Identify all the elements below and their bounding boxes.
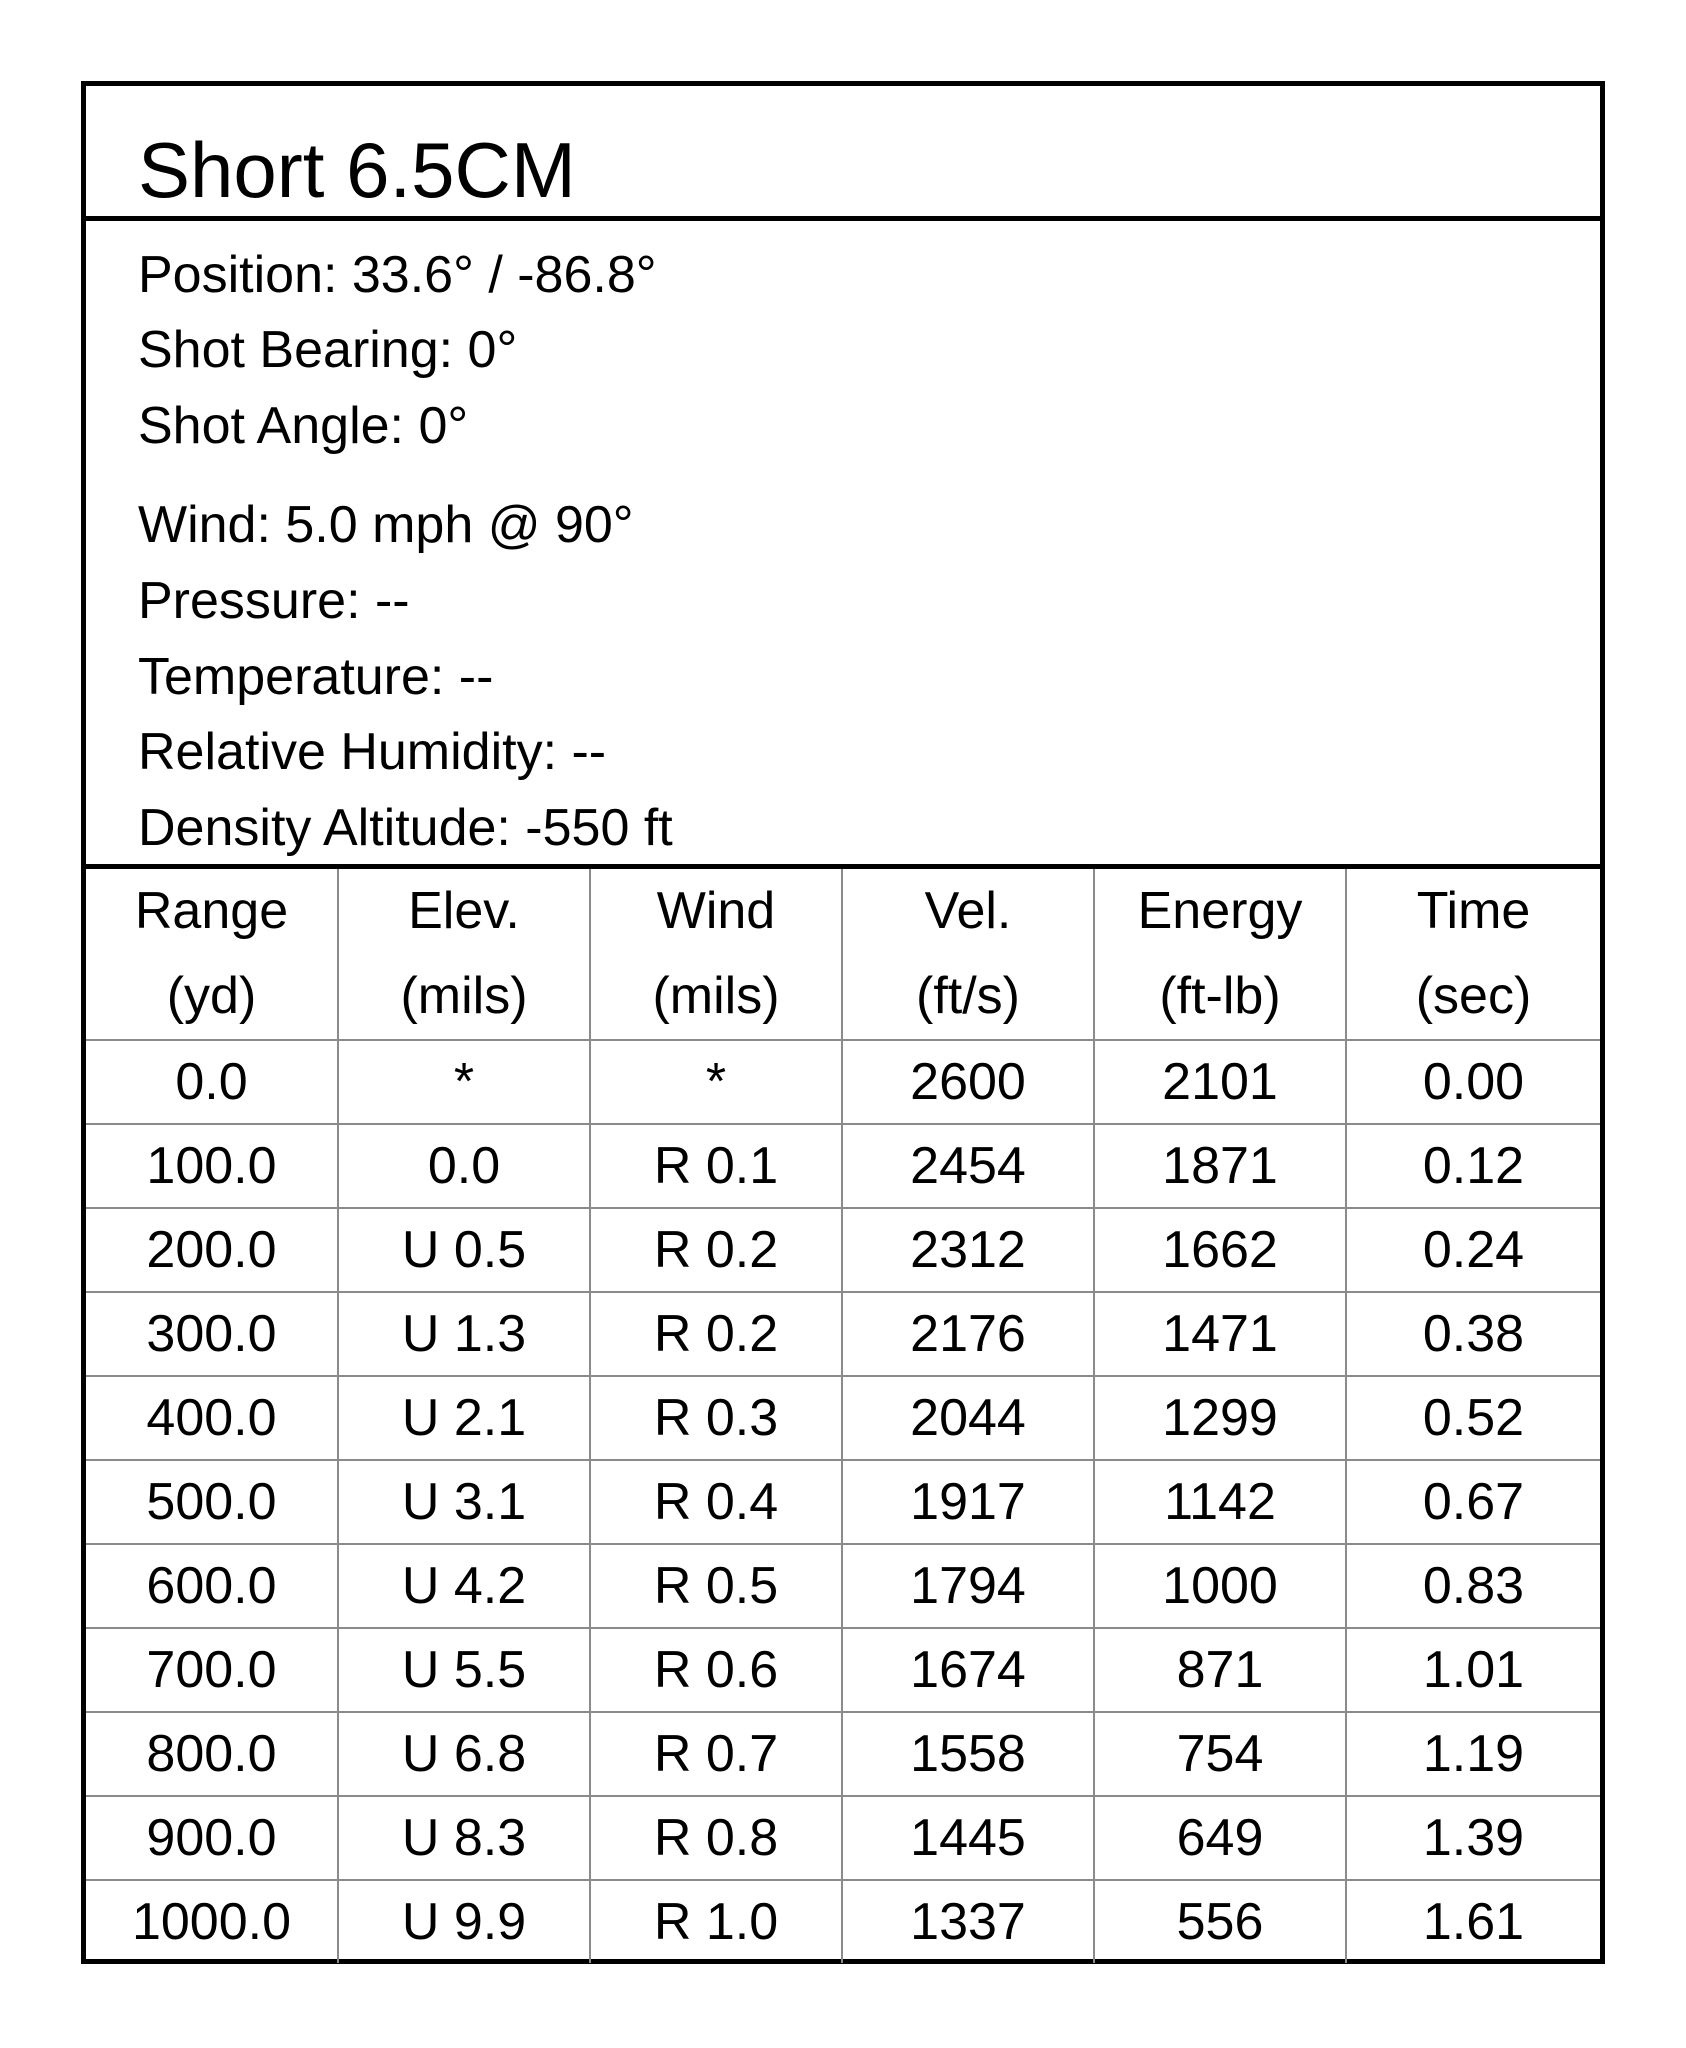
shot-angle-line: Shot Angle: 0° (138, 397, 469, 455)
wind-cell: R 0.2 (590, 1292, 842, 1376)
energy-cell: 754 (1094, 1712, 1346, 1796)
header-velocity-label: Vel. (924, 882, 1012, 940)
elevation-cell: 0.0 (338, 1124, 590, 1208)
table-body (86, 1040, 1600, 1963)
energy-cell: 1871 (1094, 1124, 1346, 1208)
time-cell: 0.52 (1346, 1376, 1600, 1460)
dope-card (81, 81, 1605, 1964)
table-row (86, 1460, 1600, 1544)
wind-cell: R 0.8 (590, 1796, 842, 1880)
table-row (86, 1376, 1600, 1460)
wind-cell: R 0.3 (590, 1376, 842, 1460)
shot-bearing-line: Shot Bearing: 0° (138, 321, 518, 379)
range-cell: 500.0 (86, 1460, 338, 1544)
header-velocity-unit: (ft/s) (916, 967, 1020, 1025)
elevation-cell: U 1.3 (338, 1292, 590, 1376)
energy-cell: 2101 (1094, 1040, 1346, 1124)
range-cell: 300.0 (86, 1292, 338, 1376)
range-cell: 200.0 (86, 1208, 338, 1292)
table-header-row (86, 869, 1600, 1040)
wind-line: Wind: 5.0 mph @ 90° (138, 496, 634, 554)
energy-cell: 1662 (1094, 1208, 1346, 1292)
header-time-label: Time (1416, 882, 1531, 940)
elevation-cell: U 0.5 (338, 1208, 590, 1292)
velocity-cell: 1794 (842, 1544, 1094, 1628)
velocity-cell: 1917 (842, 1460, 1094, 1544)
density-altitude-line: Density Altitude: -550 ft (138, 799, 673, 857)
header-wind-unit: (mils) (652, 967, 780, 1025)
ballistic-table-area (86, 869, 1600, 1959)
header-energy-label: Energy (1137, 882, 1303, 940)
header-time-unit: (sec) (1415, 967, 1532, 1025)
header-time (1346, 869, 1600, 1040)
energy-cell: 1000 (1094, 1544, 1346, 1628)
table-row (86, 1208, 1600, 1292)
pressure-line: Pressure: -- (138, 572, 410, 630)
header-velocity (842, 869, 1094, 1040)
velocity-cell: 1558 (842, 1712, 1094, 1796)
wind-cell: R 0.2 (590, 1208, 842, 1292)
velocity-cell: 1337 (842, 1880, 1094, 1963)
time-cell: 1.19 (1346, 1712, 1600, 1796)
range-cell: 400.0 (86, 1376, 338, 1460)
time-cell: 0.67 (1346, 1460, 1600, 1544)
range-cell: 1000.0 (86, 1880, 338, 1963)
table-row (86, 1880, 1600, 1963)
wind-cell: R 0.6 (590, 1628, 842, 1712)
header-range-unit: (yd) (166, 967, 257, 1025)
table-row (86, 1712, 1600, 1796)
velocity-cell: 2176 (842, 1292, 1094, 1376)
header-elevation (338, 869, 590, 1040)
time-cell: 1.01 (1346, 1628, 1600, 1712)
elevation-cell: U 9.9 (338, 1880, 590, 1963)
header-energy (1094, 869, 1346, 1040)
card-title: Short 6.5CM (138, 126, 576, 214)
energy-cell: 1471 (1094, 1292, 1346, 1376)
velocity-cell: 2600 (842, 1040, 1094, 1124)
wind-cell: R 0.5 (590, 1544, 842, 1628)
header-elevation-label: Elev. (408, 882, 520, 940)
time-cell: 0.38 (1346, 1292, 1600, 1376)
energy-cell: 1142 (1094, 1460, 1346, 1544)
range-cell: 800.0 (86, 1712, 338, 1796)
elevation-cell: U 2.1 (338, 1376, 590, 1460)
range-cell: 700.0 (86, 1628, 338, 1712)
table-row (86, 1628, 1600, 1712)
header-range (86, 869, 338, 1040)
time-cell: 0.83 (1346, 1544, 1600, 1628)
title-section (86, 86, 1600, 221)
wind-cell: * (590, 1040, 842, 1124)
energy-cell: 649 (1094, 1796, 1346, 1880)
table-row (86, 1124, 1600, 1208)
velocity-cell: 1445 (842, 1796, 1094, 1880)
header-elevation-unit: (mils) (400, 967, 528, 1025)
header-energy-unit: (ft-lb) (1159, 967, 1281, 1025)
wind-cell: R 1.0 (590, 1880, 842, 1963)
velocity-cell: 1674 (842, 1628, 1094, 1712)
range-cell: 600.0 (86, 1544, 338, 1628)
table-row (86, 1292, 1600, 1376)
table-row (86, 1544, 1600, 1628)
energy-cell: 556 (1094, 1880, 1346, 1963)
wind-cell: R 0.7 (590, 1712, 842, 1796)
time-cell: 1.39 (1346, 1796, 1600, 1880)
elevation-cell: U 3.1 (338, 1460, 590, 1544)
velocity-cell: 2044 (842, 1376, 1094, 1460)
elevation-cell: U 4.2 (338, 1544, 590, 1628)
temperature-line: Temperature: -- (138, 648, 494, 706)
energy-cell: 1299 (1094, 1376, 1346, 1460)
time-cell: 1.61 (1346, 1880, 1600, 1963)
time-cell: 0.00 (1346, 1040, 1600, 1124)
energy-cell: 871 (1094, 1628, 1346, 1712)
range-cell: 900.0 (86, 1796, 338, 1880)
table-row (86, 1040, 1600, 1124)
position-line: Position: 33.6° / -86.8° (138, 246, 657, 304)
elevation-cell: U 5.5 (338, 1628, 590, 1712)
humidity-line: Relative Humidity: -- (138, 723, 607, 781)
elevation-cell: * (338, 1040, 590, 1124)
header-range-label: Range (134, 882, 289, 940)
wind-cell: R 0.4 (590, 1460, 842, 1544)
elevation-cell: U 8.3 (338, 1796, 590, 1880)
time-cell: 0.12 (1346, 1124, 1600, 1208)
velocity-cell: 2454 (842, 1124, 1094, 1208)
conditions-section (86, 221, 1600, 869)
range-cell: 0.0 (86, 1040, 338, 1124)
header-wind-label: Wind (656, 882, 776, 940)
elevation-cell: U 6.8 (338, 1712, 590, 1796)
ballistic-table (86, 869, 1600, 1963)
time-cell: 0.24 (1346, 1208, 1600, 1292)
velocity-cell: 2312 (842, 1208, 1094, 1292)
header-wind (590, 869, 842, 1040)
table-row (86, 1796, 1600, 1880)
range-cell: 100.0 (86, 1124, 338, 1208)
wind-cell: R 0.1 (590, 1124, 842, 1208)
